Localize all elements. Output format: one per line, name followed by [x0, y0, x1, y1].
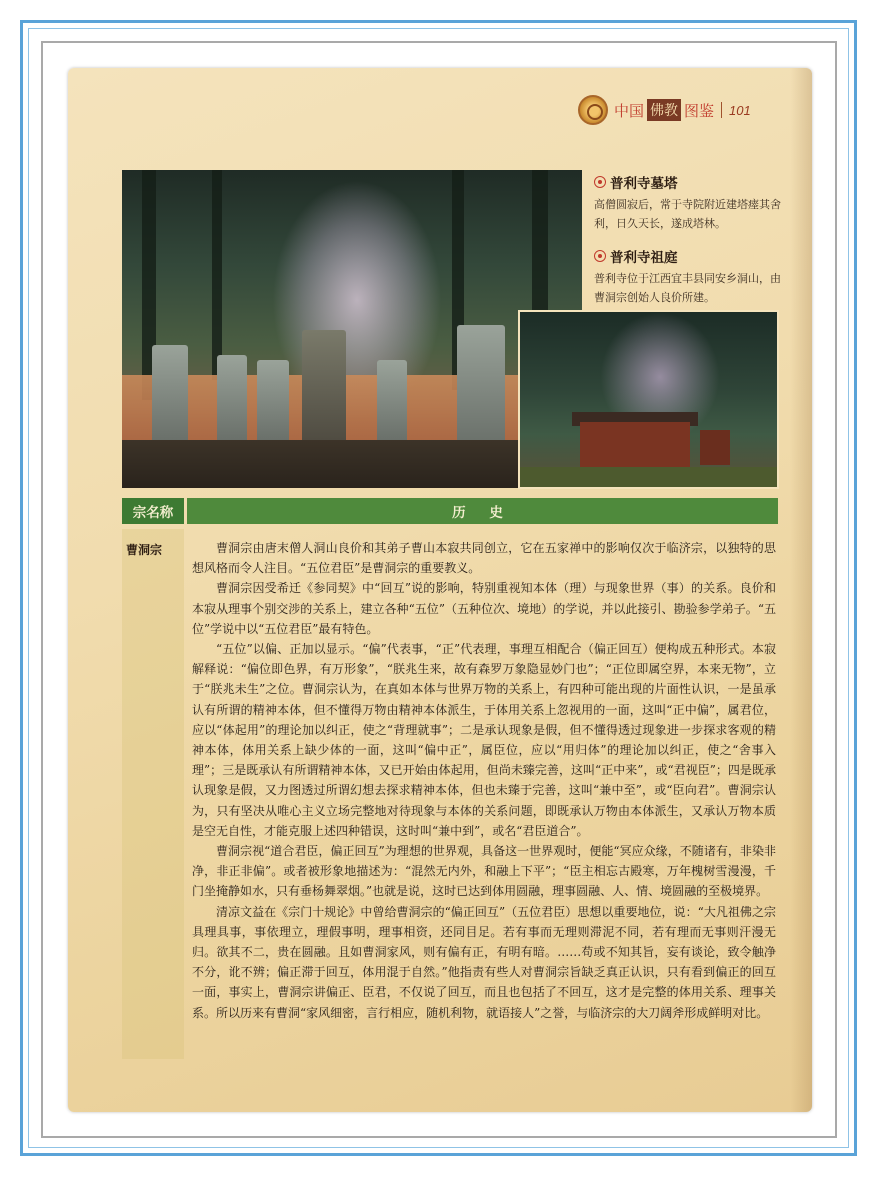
- table-header-history: 历 史: [187, 498, 778, 524]
- history-text: [192, 538, 776, 1023]
- paragraph: 清凉文益在《宗门十规论》中曾给曹洞宗的“偏正回互”（五位君臣）思想以重要地位，说：“大凡祖佛之宗具理具事，事依理立，理假事明，理事相资，还同目足。若有事而无理则滞泥不同，若有理而无事则汗漫无归。欲其不二，贵在圆融。且如曹洞家风，则有偏有正，有明有暗。……苟或不知其旨，妄有谈论，致令触净不分，讹不辨；偏正滞于回互，体用混于自然。”他指责有些人对曹洞宗旨缺乏真正认识，只有看到偏正的回互一面，事实上，曹洞宗讲偏正、臣君，不仅说了回互，而且也包括了不回互，这才是完整的体用关系、理事关系。所以历来有曹洞“家风细密，言行相应，随机利物，就语接人”之誉，与临济宗的大刀阔斧形成鲜明对比。: [192, 904, 776, 1020]
- caption-title: 普利寺墓塔: [610, 176, 678, 191]
- dharma-wheel-logo-icon: [578, 95, 608, 125]
- caption-title: 普利寺祖庭: [610, 250, 678, 265]
- caption-temple: [594, 246, 784, 308]
- pagoda-forest-photo: [122, 170, 582, 488]
- paragraph: 曹洞宗因受希迁《参同契》中“回互”说的影响，特别重视知本体（理）与现象世界（事）的关系。良价和本寂从理事个别交涉的关系上，建立各种“五位”（五种位次、境地）的学说，并以此接引、勘验参学弟子。“五位”学说中以“五位君臣”最有特色。: [192, 581, 776, 636]
- header-divider: [721, 102, 722, 118]
- bullet-circle-icon: [594, 250, 606, 262]
- caption-text: 高僧圆寂后，常于寺院附近建塔瘗其舍利，日久天长，遂成塔林。: [594, 199, 781, 230]
- brand-suffix: 图鉴: [684, 102, 715, 120]
- book-page: [68, 68, 812, 1112]
- paragraph: 曹洞宗由唐末僧人洞山良价和其弟子曹山本寂共同创立，它在五家禅中的影响仅次于临济宗，以独特的思想风格而令人注目。“五位君臣”是曹洞宗的重要教义。: [192, 541, 776, 576]
- bullet-circle-icon: [594, 176, 606, 188]
- page-header: [578, 94, 751, 126]
- school-name-column: [122, 529, 184, 1059]
- paragraph: 曹洞宗视“道合君臣，偏正回互”为理想的世界观，具备这一世界观时，便能“冥应众缘，不随诸有，非染非净，非正非偏”。或者被形象地描述为：“混然无内外，和融上下平”；“臣主相忘古殿寒，万年槐树雪漫漫，千门坐掩静如水，只有垂杨舞翠烟。”也就是说，这时已达到体用圆融，理事圆融、人、情、境圆融的至极境界。: [192, 844, 776, 899]
- school-name-caodong: 曹洞宗: [126, 543, 163, 557]
- caption-pagoda: [594, 172, 784, 234]
- page-number: 101: [729, 102, 751, 118]
- caption-text: 普利寺位于江西宜丰县同安乡洞山，由曹洞宗创始人良价所建。: [594, 273, 781, 304]
- brand-prefix: 中国: [614, 102, 645, 120]
- table-header-school-name: 宗名称: [122, 498, 184, 524]
- brand-highlight: 佛教: [647, 99, 681, 121]
- temple-courtyard-photo: [518, 310, 779, 489]
- paragraph: “五位”以偏、正加以显示。“偏”代表事，“正”代表理，事理互相配合（偏正回互）便构成五种形式。本寂解释说：“偏位即色界，有万形象”，“朕兆生来，故有森罗万象隐显妙门也”；“正位即属空界，本来无物”，立于“朕兆未生”之位。曹洞宗认为，在真如本体与世界万物的关系上，有四种可能出现的片面性认识，一是虽承认有所谓的精神本体，但不懂得万物由精神本体派生，于体用关系上忽视用的一面，这叫“正中偏”，属君位，应以“体起用”的理论加以纠正，使之“背理就事”；二是承认现象是假，但不懂得透过现象进一步探求客观的精神本体，体用关系上缺少体的一面，这叫“偏中正”，属臣位，应以“用归体”的理论加以纠正，使之“舍事入理”；三是既承认有所谓精神本体，又已开始由体起用，但尚未臻完善，这叫“正中来”，或“君视臣”；四是既承认现象是假，又力图透过所谓幻想去探求精神本体，但也未臻于完善，这叫“兼中至”，或“臣向君”。曹洞宗认为，只有坚决从唯心主义立场完整地对待现象与本体的关系问题，即既承认万物由本体派生，又承认万物本质是空无自性，才能克服上述四种错误，这时叫“兼中到”，或名“君臣道合”。: [192, 642, 776, 838]
